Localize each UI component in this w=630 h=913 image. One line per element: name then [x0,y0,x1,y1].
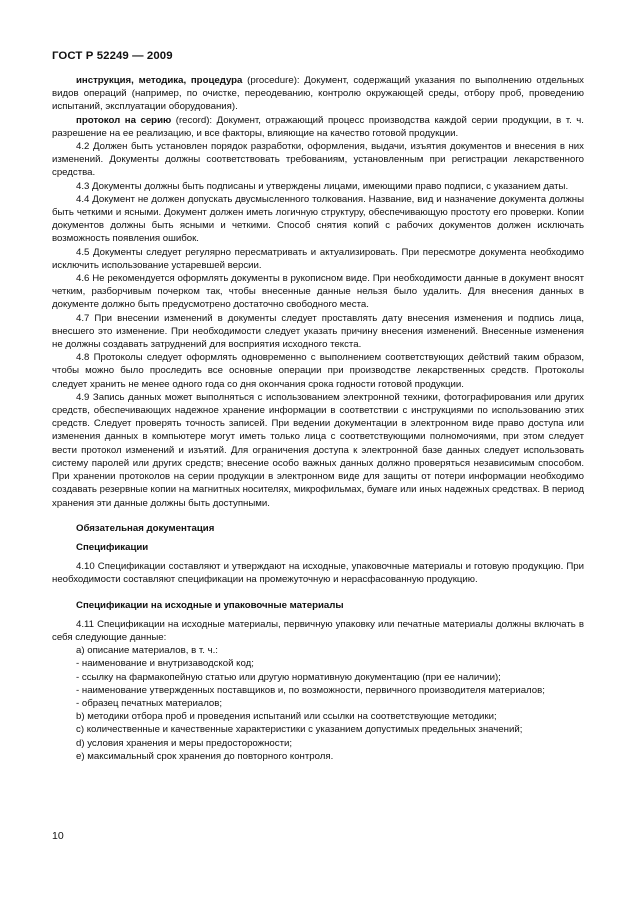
page-number: 10 [52,830,64,842]
section-heading-mandatory: Обязательная документация [76,522,215,534]
clause-4-5: 4.5 Документы следует регулярно пересматривать и актуализировать. При пересмотре документа необходимо исключить использование устаревшей версии. [52,246,584,271]
document-body [52,74,584,763]
clause-4-4: 4.4 Документ не должен допускать двусмысленного толкования. Название, вид и назначение документа должны быть четкими и ясными. Документ должен иметь логичную структуру, обеспечивающую простоту его проверки. Копии документов должны быть ясными и четкими. Способ снятия копий с рабочих документов должен исключать возможность появления ошибок. [52,193,584,245]
clause-4-10: 4.10 Спецификации составляют и утверждают на исходные, упаковочные материалы и готовую продукцию. При необходимости составляют спецификации на промежуточную и нерасфасованную продукцию. [52,561,584,586]
term: инструкция, методика, процедура [76,75,243,86]
clause-4-11: 4.11 Спецификации на исходные материалы, первичную упаковку или печатные материалы должны включать в себя следующие данные: [52,618,584,643]
clause-4-6: 4.6 Не рекомендуется оформлять документы в рукописном виде. При необходимости данные в документ вносят четким, разборчивым почерком так, чтобы внесенные данные нельзя было удалить. Для внесения данных в документе должно быть предусмотрено достаточно свободного места. [52,273,584,311]
section-heading-specs-materials: Спецификации на исходные и упаковочные материалы [76,599,344,611]
list-item: а) описание материалов, в т. ч.: [76,645,218,657]
clause-4-7: 4.7 При внесении изменений в документы следует проставлять дату внесения изменения и подпись лица, внесшего это изменение. При необходимости следует указать причину внесения изменений. Внесенные изменения не должны создавать затруднений для восприятия исходного текста. [52,312,584,351]
clause-4-8: 4.8 Протоколы следует оформлять одновременно с выполнением соответствующих действий таким образом, чтобы можно было проследить все основные операции при производстве лекарственных средств. Протоколы следует хранить не менее одного года со дня окончания срока годности готовой продукции. [52,352,584,390]
definition-record: протокол на серию (record): Документ, отражающий процесс производства каждой серии продукции, в т. ч. разрешение на ее реализацию, и все факторы, влияющие на качество готовой продукции. [52,114,584,139]
list-item: - ссылку на фармакопейную статью или другую нормативную документацию (при ее наличии); [76,671,501,683]
list-item: b) методики отбора проб и проведения испытаний или ссылки на соответствующие методики; [76,711,497,723]
clause-4-2: 4.2 Должен быть установлен порядок разработки, оформления, выдачи, изъятия документов и внесения в них изменений. Документы должны соответствовать требованиям, установленным при регистрации лекарственного средства. [52,141,584,179]
list-item: d) условия хранения и меры предосторожности; [76,737,293,749]
list-item: - наименование и внутризаводской код; [76,658,254,670]
list-item: - наименование утвержденных поставщиков и, по возможности, первичного производителя материалов; [76,684,545,696]
clause-4-3: 4.3 Документы должны быть подписаны и утверждены лицами, имеющими право подписи, с указанием даты. [76,180,569,192]
page-header: ГОСТ Р 52249 — 2009 [52,50,173,62]
list-item: c) количественные и качественные характеристики с указанием допустимых предельных значений; [76,724,523,736]
section-heading-specs: Спецификации [76,541,149,553]
list-item: - образец печатных материалов; [76,697,223,709]
clause-4-9: 4.9 Запись данных может выполняться с использованием электронной техники, фотографирования или других средств, обеспечивающих надежное хранение информации в соответствии с инструкциями по использованию этих средств. Следует проверять точность записей. При ведении документации в электронном виде право доступа или изменения данных в компьютере могут иметь только лица с соответствующими полномочиями, при этом следует вести протокол изменений и изъятий. Для ограничения доступа к электронной базе данных следует использовать систему паролей или других средств; внесение особо важных данных должно проверяться независимым способом. При хранении протоколов на серии продукции в электронном виде для защиты от потери информации необходимо создавать резервные копии на магнитных носителях, микрофильмах, бумаге или иных надежных средствах. В период хранения эти данные должны быть доступными. [52,391,584,509]
definition-procedure: инструкция, методика, процедура (procedure): Документ, содержащий указания по выполнению отдельных видов операций (например, по очистке, переодеванию, контролю окружающей среды, отбору проб, проведению испытаний, эксплуатации оборудования). [52,75,584,113]
term: протокол на серию [76,114,172,126]
list-item: e) максимальный срок хранения до повторного контроля. [76,750,334,762]
